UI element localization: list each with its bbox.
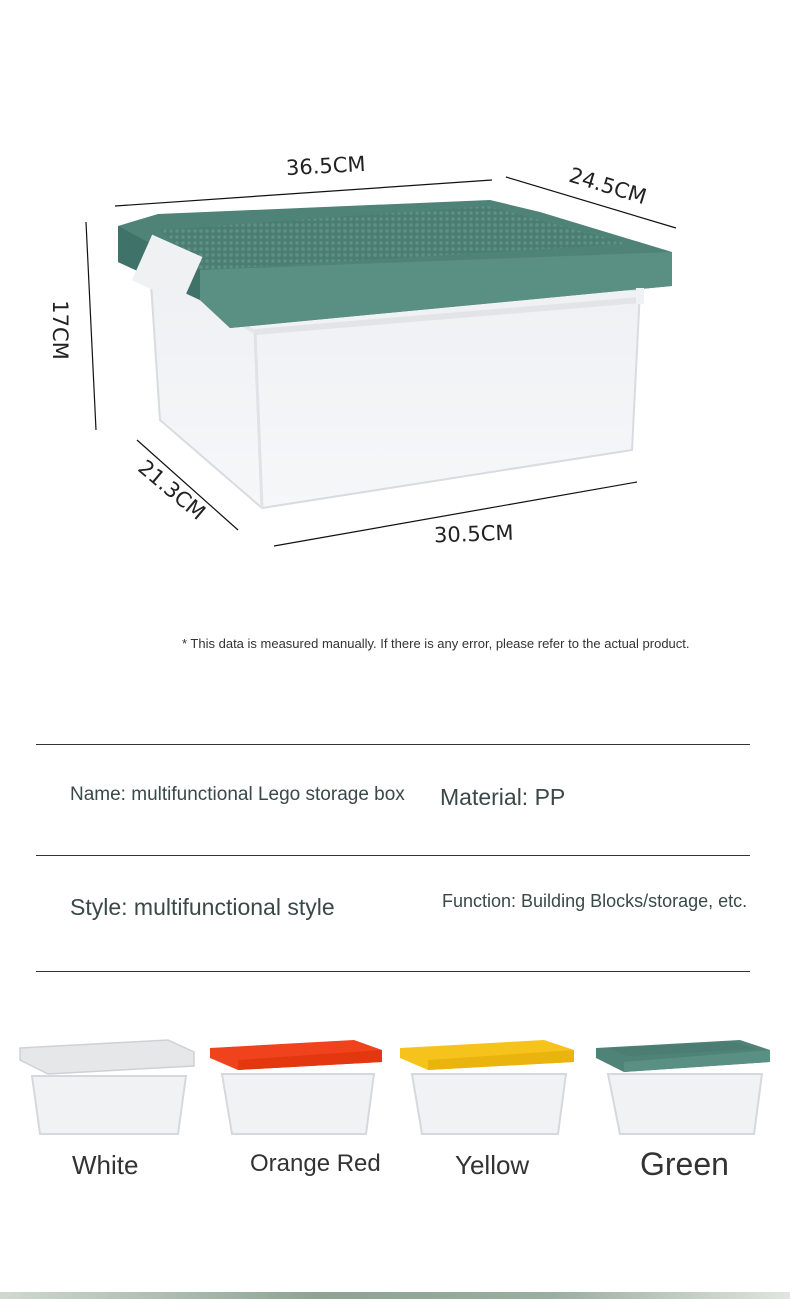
dim-label-top-width: 24.5CM	[566, 162, 650, 210]
spec-material: Material: PP	[440, 784, 566, 810]
dim-label-bottom-length: 30.5CM	[433, 520, 514, 548]
variant-image-white	[18, 1036, 198, 1146]
variant-label-orange-red: Orange Red	[250, 1150, 381, 1177]
footer-accent-bar	[0, 1292, 790, 1299]
variant-label-white: White	[72, 1150, 139, 1180]
variant-image-yellow	[398, 1036, 578, 1146]
dim-label-height: 17CM	[47, 300, 72, 360]
spec-style: Style: multifunctional style	[70, 894, 335, 920]
spec-function: Function: Building Blocks/storage, etc.	[442, 891, 748, 911]
dim-line-top-length	[115, 180, 492, 206]
dim-line-height	[86, 222, 96, 430]
dim-label-top-length: 36.5CM	[285, 151, 367, 181]
product-dimension-diagram	[0, 0, 790, 620]
measurement-note: * This data is measured manually. If there is any error, please refer to the actual product.	[182, 636, 690, 651]
variant-label-yellow: Yellow	[455, 1150, 530, 1180]
variant-label-green: Green	[640, 1146, 729, 1182]
dim-label-bottom-width: 21.3CM	[133, 455, 210, 525]
variant-image-green	[594, 1036, 774, 1146]
spec-name: Name: multifunctional Lego storage box	[70, 784, 405, 805]
variant-image-orange-red	[208, 1036, 388, 1146]
divider	[36, 744, 750, 745]
divider	[36, 855, 750, 856]
divider	[36, 971, 750, 972]
